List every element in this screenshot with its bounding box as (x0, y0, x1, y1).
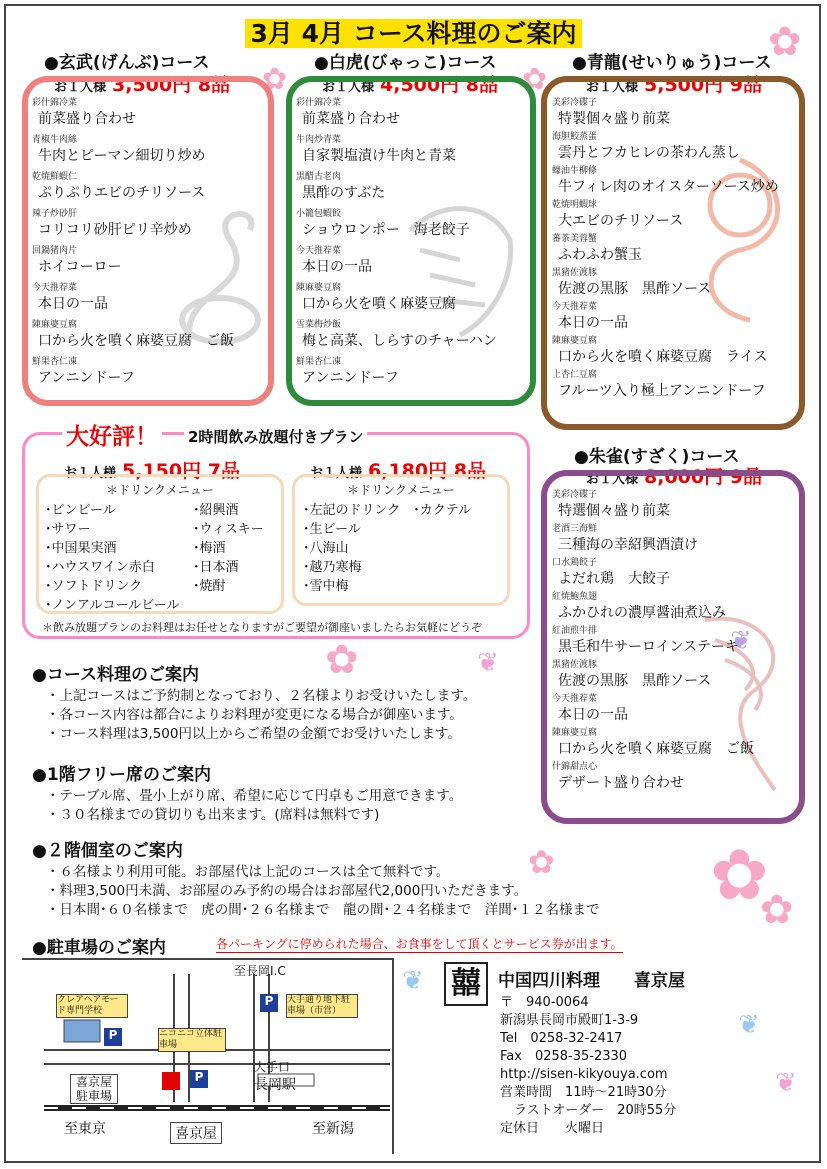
drink-item: ･八海山 (303, 541, 349, 556)
course-item: 紅焼鮑魚翅 ふかひれの濃厚醤油煮込み (552, 592, 726, 621)
map-label-kikyouya: 喜京屋 (170, 1122, 222, 1144)
drink-item: ･ウィスキー (193, 522, 264, 537)
course-item: 黒豬佐渡豚 佐渡の黒豚 黒酢ソース (552, 268, 712, 297)
map-divider-vertical (392, 958, 395, 1154)
course-item: 彩什錦冷菜 前菜盛り合わせ (296, 98, 400, 127)
drink-item: ･ハウスワイン赤白 (45, 560, 155, 575)
sakura-icon: ✿ (262, 62, 288, 97)
course-item: 辣子炒砂肝 コリコリ砂肝ピリ辛炒め (32, 209, 192, 238)
section-course-info (32, 660, 476, 744)
drink-item: ･紹興酒 (193, 503, 239, 518)
course-byakko-items (296, 98, 497, 394)
drink-item: ･焼酎 (193, 579, 226, 594)
sakura-icon: ✿ (760, 887, 794, 933)
plan-left-drink-box (36, 474, 284, 614)
course-item: 乾焼鮮蝦仁 ぷりぷりエビのチリソース (32, 172, 206, 201)
course-item: 鮮果杏仁凍 アンニンドーフ (296, 357, 399, 386)
section-heading: ●２階個室のご案内 (32, 841, 183, 861)
shop-tel: Tel 0258-32-2417 (500, 1031, 623, 1046)
shop-holiday: 定休日 火曜日 (500, 1121, 605, 1136)
section-heading: ●コース料理のご案内 (32, 665, 199, 685)
section-line: ・６名様より利用可能。お部屋代は上記のコースは全て無料です。 (46, 864, 450, 880)
course-item: 回鍋猪肉片 ホイコーロー (32, 246, 122, 275)
section-line: ・上記コースはご予約制となっており、２名様よりお受けいたします。 (46, 688, 477, 704)
course-seiryu-items (552, 98, 779, 404)
sakura-icon: ✿ (325, 637, 359, 683)
course-item: 老酒三海鮮 三種海の幸紹興酒漬け (552, 524, 698, 553)
section-line: ・各コース内容は都合によりお料理が変更になる場合が御座います。 (46, 707, 463, 723)
parking-heading: ●駐車場のご案内 (32, 938, 166, 958)
drink-menu-title: ＊ドリンクメニュー (347, 483, 455, 497)
drink-item: ･越乃寒梅 (303, 560, 362, 575)
course-item: 陳麻婆豆腐 口から火を噴く麻婆豆腐 (296, 283, 456, 312)
shop-name: 中国四川料理 喜京屋 (498, 971, 685, 991)
course-seiryu-title: ●青龍(せいりゅう)コース (572, 53, 772, 73)
map-label-kikyouya-parking: 喜京屋駐車場 (70, 1074, 118, 1104)
drink-menu-title: ＊ドリンクメニュー (106, 483, 214, 497)
course-item: 陳麻婆豆腐 口から火を噴く麻婆豆腐 ご飯 (552, 728, 754, 757)
butterfly-icon: ❦ (402, 966, 424, 996)
course-item: 蕃茶美蓉蟹 ふわふわ蟹玉 (552, 234, 642, 263)
map-label-otemon: 大手口 (254, 1060, 291, 1074)
parking-icon: P (104, 1028, 122, 1046)
drink-item: ･梅酒 (193, 541, 226, 556)
course-item: 鮮果杏仁凍 アンニンドーフ (32, 357, 135, 386)
butterfly-icon: ❦ (477, 648, 499, 678)
section-line: ・テーブル席、畳小上がり席、希望に応じて円卓もご用意できます。 (46, 788, 463, 804)
drink-list (303, 501, 471, 596)
drink-item: ･中国果実酒 (45, 541, 117, 556)
plan-right-drink-box (292, 474, 510, 606)
course-item: 雪菜梅炒飯 梅と高菜、しらすのチャーハン (296, 320, 497, 349)
course-item: 黒豬佐渡豚 佐渡の黒豚 黒酢ソース (552, 660, 712, 689)
map-label-niko-parking: ニコニコ立体駐車場 (158, 1028, 226, 1052)
course-item: 上杏仁豆腐 フルーツ入り極上アンニンドーフ (552, 370, 766, 399)
course-genbu-price-row: お１人様 3,500円 8品 (54, 74, 230, 96)
map-label-school: クレアヘアモード専門学校 (56, 994, 128, 1018)
drink-item: ･雪中梅 (303, 579, 349, 594)
shop-last-order: ラストオーダー 20時55分 (514, 1103, 677, 1118)
course-item: 陳麻婆豆腐 口から火を噴く麻婆豆腐 ライス (552, 336, 768, 365)
shop-logo: 囍 (444, 962, 488, 1006)
map-label-station: 長岡駅 (254, 1077, 296, 1093)
course-item: 蠔油牛柳條 牛フィレ肉のオイスターソース炒め (552, 166, 779, 195)
section-line: ・料理3,500円未満、お部屋のみ予約の場合はお部屋代2,000円いただきます。 (46, 883, 528, 899)
map-label-ote-parking: 大手通り地下駐車場（市営） (286, 994, 358, 1018)
shop-address: 新潟県長岡市殿町1-3-9 (500, 1013, 639, 1028)
section-heading: ●1階フリー席のご案内 (32, 765, 211, 785)
drink-list-right (193, 501, 264, 596)
course-suzaku-price-row: お１人様 8,000円 9品 (586, 466, 762, 488)
course-item: 口水鶏餃子 よだれ鶏 大餃子 (552, 558, 670, 587)
course-item: 今天推荐菜 本日の一品 (296, 246, 372, 275)
plan-left-price-row: お１人様 5,150円 7品 (64, 460, 240, 482)
map-divider (22, 958, 394, 961)
course-byakko-price-row: お１人様 4,500円 8品 (322, 74, 498, 96)
course-item: 海胆鮫蒸蛋 雲丹とフカヒレの茶わん蒸し (552, 132, 740, 161)
drink-item: ･生ビール (303, 522, 361, 537)
plan-subheading: 2時間飲み放題付きプラン (184, 426, 367, 447)
course-suzaku-items (552, 490, 754, 796)
course-item: 今天推荐菜 本日の一品 (552, 302, 628, 331)
map-label-to-ic: 至長岡I.C (234, 964, 286, 978)
sakura-icon: ✿ (768, 19, 802, 65)
section-second-floor (32, 836, 600, 920)
course-item: 美彩冷碟子 特選個々盛り前菜 (552, 490, 670, 519)
butterfly-icon: ❦ (738, 1010, 760, 1040)
parking-icon: P (260, 994, 278, 1012)
section-line: ・３０名様までの貸切りも出来ます。(席料は無料です) (46, 807, 380, 823)
shop-postal: 〒 940-0064 (500, 995, 589, 1010)
page-title: 3月 4月 コース料理のご案内 (0, 14, 827, 50)
course-item: 今天推荐菜 本日の一品 (552, 694, 628, 723)
drink-item: ･ノンアルコールビール (45, 598, 180, 613)
section-line: ・日本間･６０名様まで 虎の間･２６名様まで 龍の間･２４名様まで 洋間･１２名様まで (46, 902, 600, 918)
course-item: 今天推荐菜 本日の一品 (32, 283, 108, 312)
section-first-floor (32, 760, 462, 825)
map-label-to-niigata: 至新潟 (312, 1121, 354, 1137)
drink-list-left (45, 501, 179, 615)
drink-item: ･ビンビール (45, 503, 116, 518)
course-item: 美彩冷碟子 特製個々盛り前菜 (552, 98, 670, 127)
course-item: 牛肉炒青菜 自家製塩漬け牛肉と青菜 (296, 135, 456, 164)
course-seiryu-price-row: お１人様 5,500円 9品 (586, 74, 762, 96)
drink-item: ･サワー (45, 522, 91, 537)
shop-info (500, 994, 676, 1138)
course-genbu-items (32, 98, 234, 394)
drink-item: ･ソフトドリンク (45, 579, 143, 594)
sakura-icon: ✿ (522, 62, 548, 97)
course-item: 黒醋古老肉 黒酢のすぶた (296, 172, 386, 201)
course-genbu-title: ●玄武(げんぶ)コース (44, 53, 210, 73)
sakura-icon: ✿ (528, 843, 555, 881)
course-item: 乾焼明蝦球 大エビのチリソース (552, 200, 684, 229)
course-item: 彩什錦冷菜 前菜盛り合わせ (32, 98, 136, 127)
course-item: 陳麻婆豆腐 口から火を噴く麻婆豆腐 ご飯 (32, 320, 234, 349)
plan-right-price-row: お１人様 6,180円 8品 (310, 460, 486, 482)
map-label-to-tokyo: 至東京 (64, 1121, 106, 1137)
shop-hours: 営業時間 11時～21時30分 (500, 1085, 667, 1100)
course-item: 青椒牛肉絲 牛肉とピーマン細切り炒め (32, 135, 206, 164)
course-item: 什錦甜点心 デザート盛り合わせ (552, 762, 684, 791)
drink-item: ･日本酒 (193, 560, 239, 575)
drink-item: ･左記のドリンク ･カクテル (303, 503, 472, 518)
course-byakko-title: ●白虎(びゃっこ)コース (314, 53, 497, 73)
course-item: 紅油煎牛排 黒毛和牛サーロインステーキ (552, 626, 739, 655)
plan-heading: 大好評！ (62, 418, 162, 451)
parking-icon: P (190, 1070, 208, 1088)
shop-fax: Fax 0258-35-2330 (500, 1049, 628, 1064)
course-item: 小籠包蝦餃 ショウロンポー 海老餃子 (296, 209, 470, 238)
sakura-branch-icon: ✿ (710, 834, 769, 916)
course-suzaku-title: ●朱雀(すざく)コース (574, 447, 740, 467)
butterfly-icon: ❦ (730, 626, 752, 656)
butterfly-icon: ❦ (775, 1068, 797, 1098)
section-line: ・コース料理は3,500円以上からご希望の金額でお受けいたします。 (46, 726, 461, 742)
shop-url[interactable]: http://sisen-kikyouya.com (500, 1067, 668, 1082)
plan-note: ＊飲み放題プランのお料理はお任せとなりますがご要望が御座いましたらお気軽にどうぞ (42, 621, 482, 634)
parking-note: 各パーキングに停められた場合、お食事をして頂くとサービス券が出ます。 (216, 937, 623, 951)
